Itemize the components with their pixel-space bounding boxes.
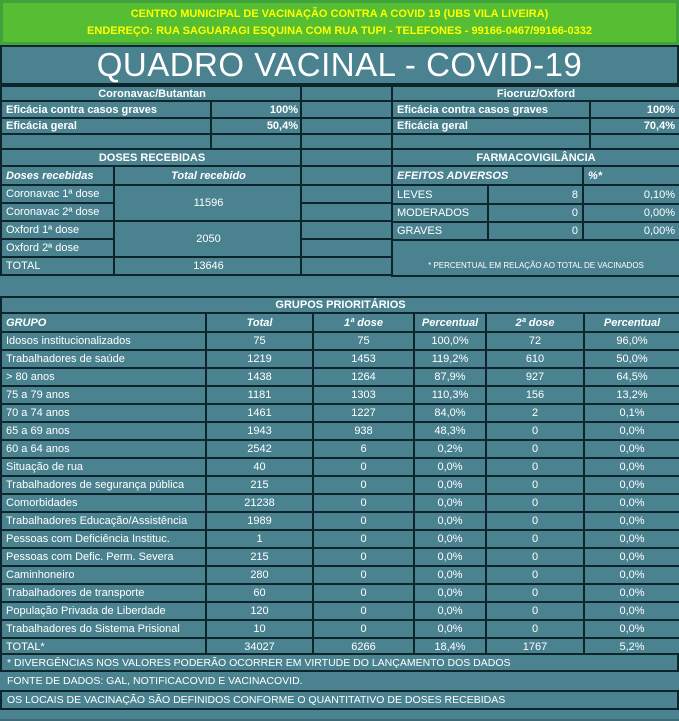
group-total-cell: 280	[206, 566, 313, 584]
group-percent1-cell: 0,0%	[414, 512, 486, 530]
page-title: QUADRO VACINAL - COVID-19	[96, 46, 583, 83]
efficacy-general-value: 70,4%	[590, 118, 679, 134]
group-percent2-cell: 64,5%	[584, 368, 679, 386]
group-dose2-cell: 0	[486, 494, 584, 512]
empty-cell	[301, 239, 394, 257]
group-percent2-cell: 0,0%	[584, 620, 679, 638]
group-percent1-cell: 0,2%	[414, 440, 486, 458]
group-dose2-cell: 0	[486, 512, 584, 530]
group-name-cell: Trabalhadores Educação/Assistência	[1, 512, 206, 530]
group-name-cell: Trabalhadores do Sistema Prisional	[1, 620, 206, 638]
efficacy-severe-value: 100%	[590, 101, 679, 118]
group-percent2-cell: 0,0%	[584, 566, 679, 584]
efficacy-severe-label: Eficácia contra casos graves	[1, 101, 211, 118]
group-percent2-cell: 0,0%	[584, 494, 679, 512]
dose-row-label: Oxford 1ª dose	[1, 221, 114, 239]
group-dose1-cell: 1227	[313, 404, 414, 422]
group-dose1-cell: 6	[313, 440, 414, 458]
group-percent2-cell: 0,0%	[584, 548, 679, 566]
efficacy-severe-label: Eficácia contra casos graves	[392, 101, 590, 118]
total-percent1-cell: 18,4%	[414, 638, 486, 656]
col-header-percentual2: Percentual	[584, 313, 679, 332]
empty-cell	[301, 166, 394, 185]
oxford-total-received: 2050	[114, 221, 303, 257]
efficacy-severe-value: 100%	[211, 101, 303, 118]
adverse-effect-pct: 0,00%	[583, 222, 679, 240]
table-row	[1, 404, 679, 422]
group-percent2-cell: 0,0%	[584, 476, 679, 494]
group-dose1-cell: 0	[313, 584, 414, 602]
header-band-inner	[3, 3, 676, 42]
group-name-cell: Pessoas com Deficiência Instituc.	[1, 530, 206, 548]
group-name-cell: Situação de rua	[1, 458, 206, 476]
group-percent2-cell: 0,0%	[584, 602, 679, 620]
group-dose2-cell: 0	[486, 476, 584, 494]
doses-col-value: Total recebido	[114, 166, 303, 185]
efficacy-general-label: Eficácia geral	[1, 118, 211, 134]
table-row	[1, 440, 679, 458]
col-header-grupo: GRUPO	[1, 313, 206, 332]
total-label-cell: TOTAL*	[1, 638, 206, 656]
group-total-cell: 75	[206, 332, 313, 350]
group-name-cell: 70 a 74 anos	[1, 404, 206, 422]
group-name-cell: 60 a 64 anos	[1, 440, 206, 458]
table-row	[1, 548, 679, 566]
percent-header: %*	[583, 166, 679, 185]
grupos-section-title: GRUPOS PRIORITÁRIOS	[1, 297, 679, 313]
group-percent2-cell: 0,0%	[584, 458, 679, 476]
group-percent1-cell: 0,0%	[414, 494, 486, 512]
group-percent2-cell: 0,1%	[584, 404, 679, 422]
group-percent1-cell: 110,3%	[414, 386, 486, 404]
group-name-cell: Trabalhadores de transporte	[1, 584, 206, 602]
adverse-effect-count: 8	[488, 185, 583, 204]
dose-row-label: Oxford 2ª dose	[1, 239, 114, 257]
footnotes	[0, 653, 679, 710]
group-name-cell: Trabalhadores de saúde	[1, 350, 206, 368]
total-total-cell: 34027	[206, 638, 313, 656]
group-total-cell: 2542	[206, 440, 313, 458]
efficacy-general-value: 50,4%	[211, 118, 303, 134]
pharmacovigilance-table	[391, 148, 679, 277]
group-percent1-cell: 119,2%	[414, 350, 486, 368]
empty-cell	[301, 86, 394, 101]
group-name-cell: 65 a 69 anos	[1, 422, 206, 440]
dose-row-label: Coronavac 1ª dose	[1, 185, 114, 203]
group-total-cell: 40	[206, 458, 313, 476]
group-total-cell: 1438	[206, 368, 313, 386]
doses-section-title: DOSES RECEBIDAS	[1, 149, 303, 166]
group-dose2-cell: 0	[486, 566, 584, 584]
footnote-divergencias: * DIVERGÊNCIAS NOS VALORES PODERÃO OCORRER EM VIRTUDE DO LANÇAMENTO DOS DADOS	[0, 653, 679, 672]
group-dose1-cell: 938	[313, 422, 414, 440]
group-percent2-cell: 0,0%	[584, 440, 679, 458]
group-percent1-cell: 87,9%	[414, 368, 486, 386]
group-dose2-cell: 0	[486, 530, 584, 548]
group-dose1-cell: 0	[313, 602, 414, 620]
group-dose1-cell: 75	[313, 332, 414, 350]
group-dose2-cell: 610	[486, 350, 584, 368]
group-total-cell: 1	[206, 530, 313, 548]
group-total-cell: 21238	[206, 494, 313, 512]
group-name-cell: Idosos institucionalizados	[1, 332, 206, 350]
table-row	[1, 530, 679, 548]
group-dose1-cell: 0	[313, 620, 414, 638]
adverse-effect-label: MODERADOS	[392, 204, 488, 222]
group-total-cell: 60	[206, 584, 313, 602]
group-name-cell: Caminhoneiro	[1, 566, 206, 584]
table-row	[1, 512, 679, 530]
group-dose2-cell: 0	[486, 602, 584, 620]
group-name-cell: População Privada de Liberdade	[1, 602, 206, 620]
group-dose2-cell: 0	[486, 620, 584, 638]
priority-groups-table	[0, 296, 679, 657]
group-total-cell: 1943	[206, 422, 313, 440]
group-percent1-cell: 0,0%	[414, 620, 486, 638]
table-row	[1, 368, 679, 386]
header-band	[0, 0, 679, 45]
empty-cell	[301, 101, 394, 118]
adverse-effect-label: GRAVES	[392, 222, 488, 240]
doses-col-label: Doses recebidas	[1, 166, 114, 185]
table-row	[1, 620, 679, 638]
group-percent2-cell: 0,0%	[584, 530, 679, 548]
group-name-cell: Trabalhadores de segurança pública	[1, 476, 206, 494]
coronavac-title: Coronavac/Butantan	[1, 86, 303, 101]
group-dose1-cell: 1264	[313, 368, 414, 386]
group-percent2-cell: 0,0%	[584, 584, 679, 602]
group-dose2-cell: 72	[486, 332, 584, 350]
empty-cell	[301, 221, 394, 239]
col-header-percentual1: Percentual	[414, 313, 486, 332]
adverse-effects-header: EFEITOS ADVERSOS	[392, 166, 583, 185]
coronavac-total-received: 11596	[114, 185, 303, 221]
adverse-effect-pct: 0,10%	[583, 185, 679, 204]
adverse-effect-label: LEVES	[392, 185, 488, 204]
empty-cell	[301, 149, 394, 166]
group-dose1-cell: 1453	[313, 350, 414, 368]
total-dose2-cell: 1767	[486, 638, 584, 656]
group-percent1-cell: 0,0%	[414, 566, 486, 584]
table-row	[1, 494, 679, 512]
group-dose2-cell: 2	[486, 404, 584, 422]
farmaco-section-title: FARMACOVIGILÂNCIA	[392, 149, 679, 166]
group-percent1-cell: 0,0%	[414, 458, 486, 476]
table-row	[1, 422, 679, 440]
group-dose1-cell: 0	[313, 458, 414, 476]
total-dose1-cell: 6266	[313, 638, 414, 656]
spacer-column	[300, 85, 395, 152]
group-percent1-cell: 0,0%	[414, 602, 486, 620]
adverse-effect-pct: 0,00%	[583, 204, 679, 222]
group-percent1-cell: 0,0%	[414, 548, 486, 566]
table-row	[1, 350, 679, 368]
group-dose2-cell: 0	[486, 548, 584, 566]
group-dose1-cell: 0	[313, 476, 414, 494]
group-dose1-cell: 0	[313, 512, 414, 530]
table-row	[1, 386, 679, 404]
title-band	[0, 45, 679, 85]
table-row	[1, 458, 679, 476]
group-dose2-cell: 0	[486, 584, 584, 602]
group-name-cell: Comorbidades	[1, 494, 206, 512]
group-total-cell: 1461	[206, 404, 313, 422]
doses-received-table	[0, 148, 304, 276]
footnote-locais-vacinacao: OS LOCAIS DE VACINAÇÃO SÃO DEFINIDOS CONFORME O QUANTITATIVO DE DOSES RECEBIDAS	[0, 690, 679, 710]
spacer-column	[300, 148, 395, 276]
group-total-cell: 1989	[206, 512, 313, 530]
group-percent2-cell: 50,0%	[584, 350, 679, 368]
empty-cell	[301, 257, 394, 275]
group-dose2-cell: 156	[486, 386, 584, 404]
group-name-cell: Pessoas com Defic. Perm. Severa	[1, 548, 206, 566]
group-percent2-cell: 0,0%	[584, 422, 679, 440]
total-percent2-cell: 5,2%	[584, 638, 679, 656]
group-dose2-cell: 0	[486, 422, 584, 440]
group-total-cell: 215	[206, 548, 313, 566]
group-percent1-cell: 100,0%	[414, 332, 486, 350]
group-percent2-cell: 0,0%	[584, 512, 679, 530]
group-dose2-cell: 0	[486, 458, 584, 476]
col-header-dose2: 2ª dose	[486, 313, 584, 332]
adverse-effect-count: 0	[488, 222, 583, 240]
group-percent1-cell: 0,0%	[414, 530, 486, 548]
group-dose1-cell: 0	[313, 494, 414, 512]
doses-total-label: TOTAL	[1, 257, 114, 275]
group-dose1-cell: 0	[313, 530, 414, 548]
coronavac-efficacy-table	[0, 85, 304, 152]
group-dose1-cell: 0	[313, 566, 414, 584]
group-total-cell: 10	[206, 620, 313, 638]
dose-row-label: Coronavac 2ª dose	[1, 203, 114, 221]
col-header-dose1: 1ª dose	[313, 313, 414, 332]
table-row	[1, 332, 679, 350]
doses-total-value: 13646	[114, 257, 303, 275]
group-dose2-cell: 0	[486, 440, 584, 458]
group-percent1-cell: 0,0%	[414, 476, 486, 494]
efficacy-general-label: Eficácia geral	[392, 118, 590, 134]
group-total-cell: 1181	[206, 386, 313, 404]
group-dose1-cell: 1303	[313, 386, 414, 404]
group-percent2-cell: 13,2%	[584, 386, 679, 404]
center-name-text: CENTRO MUNICIPAL DE VACINAÇÃO CONTRA A COVID 19 (UBS VILA LIVEIRA)	[130, 8, 549, 20]
group-percent1-cell: 84,0%	[414, 404, 486, 422]
table-row	[1, 584, 679, 602]
farmaco-footnote: * PERCENTUAL EM RELAÇÃO AO TOTAL DE VACINADOS	[392, 240, 679, 276]
adverse-effect-count: 0	[488, 204, 583, 222]
group-name-cell: > 80 anos	[1, 368, 206, 386]
empty-cell	[301, 118, 394, 134]
group-name-cell: 75 a 79 anos	[1, 386, 206, 404]
address-phone-text: ENDEREÇO: RUA SAGUARAGI ESQUINA COM RUA TUPI - TELEFONES - 99166-0467/99166-0332	[87, 25, 592, 37]
footnote-fonte-dados: FONTE DE DADOS: GAL, NOTIFICACOVID E VACINACOVID.	[0, 672, 679, 690]
fiocruz-title: Fiocruz/Oxford	[392, 86, 679, 101]
group-percent1-cell: 48,3%	[414, 422, 486, 440]
col-header-total: Total	[206, 313, 313, 332]
table-row	[1, 602, 679, 620]
group-total-cell: 120	[206, 602, 313, 620]
table-row	[1, 476, 679, 494]
empty-cell	[301, 185, 394, 203]
group-total-cell: 215	[206, 476, 313, 494]
group-total-cell: 1219	[206, 350, 313, 368]
group-percent1-cell: 0,0%	[414, 584, 486, 602]
empty-cell	[301, 203, 394, 221]
group-dose1-cell: 0	[313, 548, 414, 566]
group-percent2-cell: 96,0%	[584, 332, 679, 350]
group-dose2-cell: 927	[486, 368, 584, 386]
table-row	[1, 566, 679, 584]
fiocruz-efficacy-table	[391, 85, 679, 152]
